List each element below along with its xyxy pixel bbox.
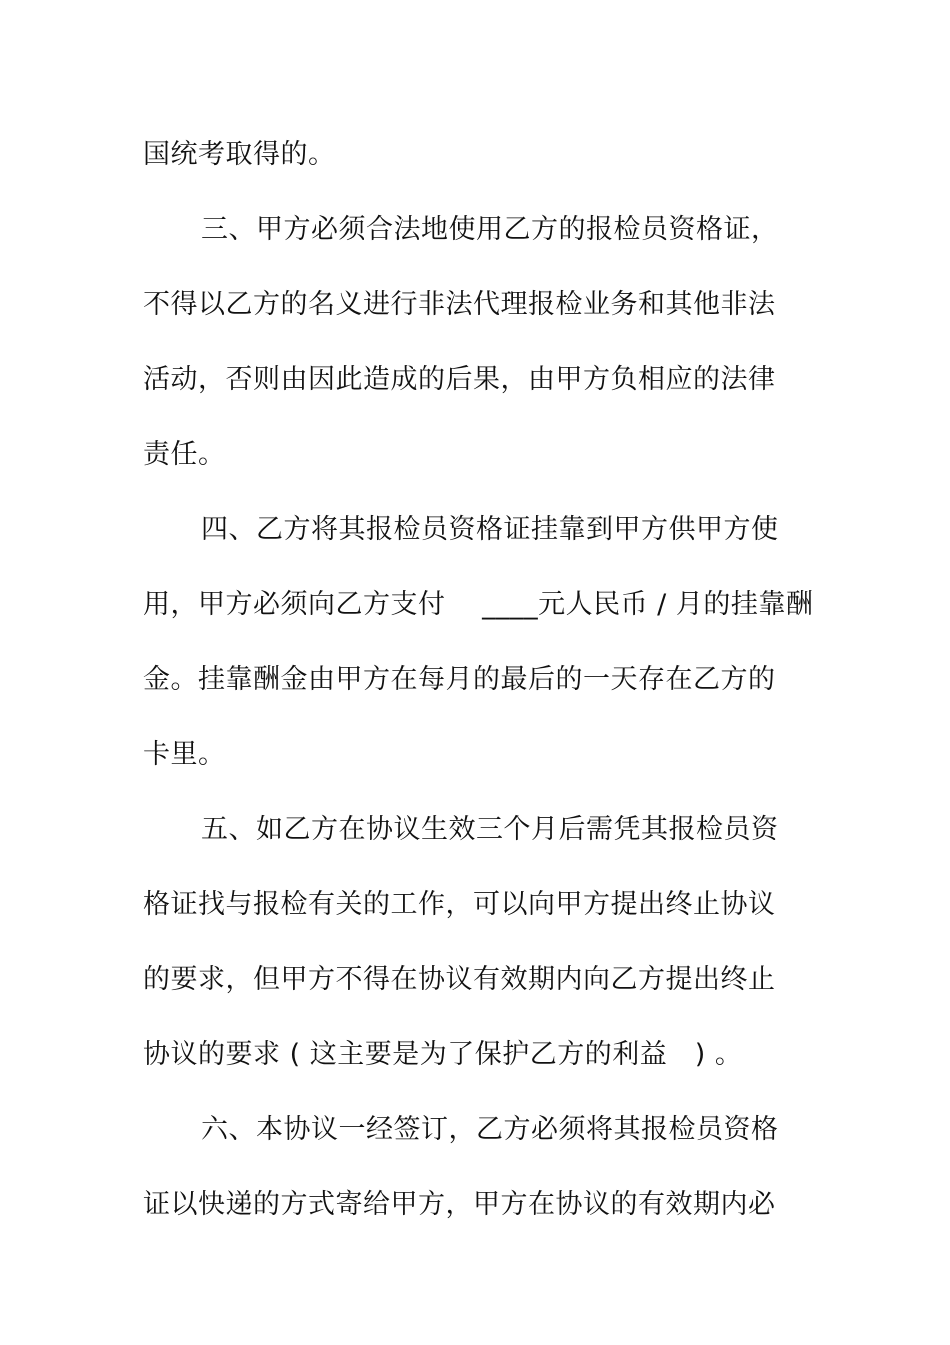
text-line: 的要求，但甲方不得在协议有效期内向乙方提出终止	[143, 964, 776, 995]
clause-4-heading-line: 四、乙方将其报检员资格证挂靠到甲方供甲方使	[201, 514, 779, 545]
text-line: 协议的要求 ( 这主要是为了保护乙方的利益 ) 。	[143, 1039, 743, 1070]
text-line: 责任。	[143, 439, 226, 470]
text-line: 证以快递的方式寄给甲方，甲方在协议的有效期内必	[143, 1189, 776, 1220]
text-line-payment: 用，甲方必须向乙方支付 ____元人民币 / 月的挂靠酬	[143, 589, 814, 620]
text-line: 活动，否则由因此造成的后果，由甲方负相应的法律	[143, 364, 776, 395]
text-line: 国统考取得的。	[143, 139, 336, 170]
text-line: 卡里。	[143, 739, 226, 770]
clause-5-heading-line: 五、如乙方在协议生效三个月后需凭其报检员资	[201, 814, 779, 845]
text-line: 金。挂靠酬金由甲方在每月的最后的一天存在乙方的	[143, 664, 776, 695]
clause-6-heading-line: 六、本协议一经签订，乙方必须将其报检员资格	[201, 1114, 779, 1145]
text-line: 格证找与报检有关的工作，可以向甲方提出终止协议	[143, 889, 776, 920]
clause-3-heading-line: 三、甲方必须合法地使用乙方的报检员资格证，	[201, 214, 779, 245]
text-line: 不得以乙方的名义进行非法代理报检业务和其他非法	[143, 289, 776, 320]
